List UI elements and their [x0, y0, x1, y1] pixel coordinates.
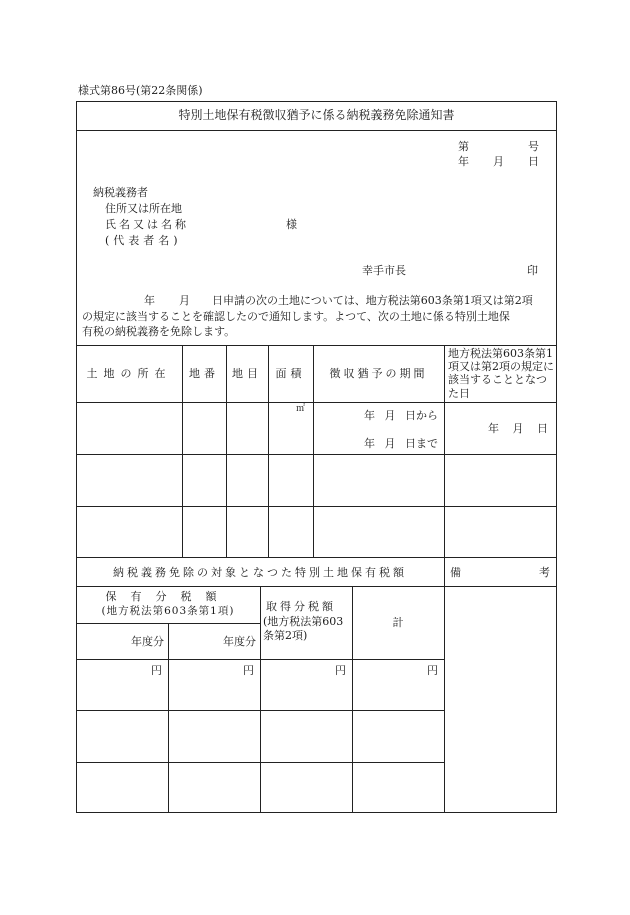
acquisition-tax-sub: (地方税法第603条第2項) [263, 615, 344, 643]
document-number-go: 号 [528, 140, 539, 153]
period-from: 年 月 日から [364, 409, 438, 422]
area-unit: ㎡ [296, 404, 306, 414]
remarks-header [450, 566, 550, 580]
taxpayer-representative-label: (代表者名) [105, 234, 182, 247]
holding-tax-label: 保有分税額 [105, 590, 231, 603]
holding-tax-sub: (地方税法第603条第1項) [101, 605, 235, 617]
yen-acquisition: 円 [335, 664, 346, 677]
document-title: 特別土地保有税徴収猶予に係る納税義務免除通知書 [178, 108, 455, 122]
fiscal-year-1: 年度分 [131, 635, 164, 648]
body-date-year: 年 [144, 294, 155, 307]
fiscal-year-2: 年度分 [223, 635, 256, 648]
document-date-month: 月 [493, 155, 504, 168]
header-area: 面積 [275, 367, 306, 380]
document-number-dai: 第 [458, 140, 469, 153]
yen-holding-1: 円 [151, 664, 162, 677]
body-line-1 [82, 294, 533, 308]
total-label: 計 [392, 616, 404, 629]
body-line-3: 有税の納税義務を免除します。 [82, 325, 236, 338]
header-applicable-date: 地方税法第603条第1項又は第2項の規定に該当することとなつた日 [448, 347, 554, 400]
taxpayer-sama: 様 [286, 218, 297, 231]
header-location: 土地の所在 [86, 367, 172, 380]
body-date-month: 月 [179, 294, 190, 307]
yen-holding-2: 円 [243, 664, 254, 677]
document-number [458, 140, 539, 154]
issuer-seal: 印 [527, 264, 538, 277]
body-date-day-text: 日申請の次の土地については、地方税法第603条第1項又は第2項 [212, 294, 533, 307]
yen-total: 円 [427, 664, 438, 677]
remarks-header-bi: 備 [450, 566, 461, 579]
tax-amount-header: 納税義務免除の対象となつた特別土地保有税額 [113, 566, 407, 579]
taxpayer-address-label: 住所又は所在地 [105, 202, 182, 215]
document-date-year: 年 [458, 155, 469, 168]
taxpayer-heading: 納税義務者 [93, 186, 148, 199]
period-to: 年 月 日まで [364, 437, 438, 450]
acquisition-tax-label: 取得分税額 [266, 600, 336, 613]
issuer-title: 幸手市長 [362, 264, 406, 277]
header-land-category: 地目 [232, 367, 262, 380]
taxpayer-name-label: 氏名又は名称 [105, 218, 189, 231]
applicable-date-value: 年 月 日 [488, 422, 548, 435]
header-lot-number: 地番 [189, 367, 219, 380]
document-date [458, 155, 539, 169]
document-date-day: 日 [528, 155, 539, 168]
form-number: 様式第86号(第22条関係) [78, 84, 203, 97]
remarks-header-ko: 考 [539, 566, 550, 579]
header-deferral-period: 徴収猶予の期間 [329, 367, 428, 380]
body-line-2: の規定に該当することを確認したので通知します。よつて、次の土地に係る特別土地保 [82, 310, 510, 323]
